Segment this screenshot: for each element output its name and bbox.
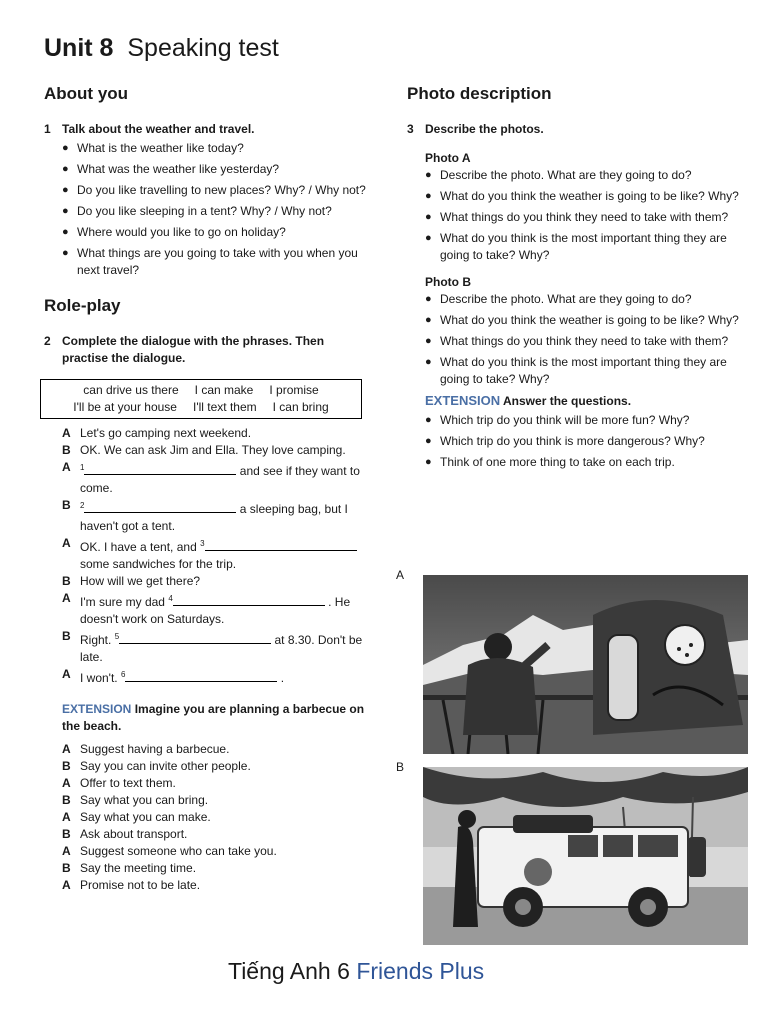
bullet-item: ● Which trip do you think is more dangerous? Why? [425, 434, 705, 448]
phrase: I'll be at your house [73, 400, 177, 414]
speaker-label: A [62, 667, 71, 681]
dialogue-line: A Let's go camping next weekend. [62, 426, 252, 440]
answer-blank[interactable] [84, 501, 236, 513]
blank-number: 4 [168, 594, 173, 603]
bullet-dot-icon: ● [62, 142, 69, 154]
dialogue-line: B Right. $^5$ at 8.30. Don't be late. [62, 629, 363, 664]
speaker-label: A [62, 460, 71, 474]
bullet-dot-icon: ● [425, 456, 432, 468]
speaker-label: A [62, 536, 71, 550]
bullet-item: ● Describe the photo. What are they going to do? [425, 168, 692, 182]
bullet-dot-icon: ● [425, 293, 432, 305]
dialogue-line: A Suggest having a barbecue. [62, 742, 230, 756]
bullet-dot-icon: ● [62, 247, 69, 259]
speaker-label: B [62, 574, 71, 588]
dialogue-line: B $^2$ a sleeping bag, but I haven't got a tent. [62, 498, 348, 533]
left-column [44, 84, 366, 894]
answer-blank[interactable] [205, 539, 357, 551]
photo-extension: EXTENSION Answer the questions. [425, 393, 632, 408]
speaker-label: B [62, 759, 71, 773]
dialogue-line: A I'm sure my dad $^4$ . He doesn't work on Saturdays. [62, 591, 351, 626]
speaker-label: A [62, 742, 71, 756]
unit-subtitle: Speaking test [127, 34, 279, 62]
dialogue-line: A OK. I have a tent, and $^3$ some sandwiches for the trip. [62, 535, 366, 573]
bullet-item: ● What was the weather like yesterday? [62, 162, 280, 176]
speaker-label: B [62, 498, 71, 512]
dialogue-line: A Say what you can make. [62, 810, 211, 824]
bullet-dot-icon: ● [425, 232, 432, 244]
speaker-label: A [62, 591, 71, 605]
speaker-label: B [62, 629, 71, 643]
right-column [407, 84, 747, 475]
speaker-label: B [62, 861, 71, 875]
bullet-dot-icon: ● [62, 163, 69, 175]
question-3: 3 Describe the photos. [407, 122, 544, 136]
dialogue-line: A Suggest someone who can take you. [62, 844, 277, 858]
speaker-label: B [62, 793, 71, 807]
answer-blank[interactable] [84, 463, 236, 475]
phrase-box [40, 379, 362, 419]
dialogue [62, 425, 366, 687]
bullet-dot-icon: ● [62, 184, 69, 196]
extension-tag: EXTENSION [425, 393, 501, 408]
photo-b-label: B [396, 760, 405, 774]
footer-brand: Friends Plus [356, 958, 485, 984]
roleplay-extension: EXTENSION Imagine you are planning a barbecue on the beach. [62, 702, 365, 733]
bullet-item: ● Where would you like to go on holiday? [62, 225, 286, 239]
speaker-label: B [62, 443, 71, 457]
bullet-item: ● What do you think the weather is going to be like? Why? [425, 313, 739, 327]
bullet-dot-icon: ● [425, 169, 432, 181]
dialogue-line: B OK. We can ask Jim and Ella. They love camping. [62, 443, 346, 457]
roleplay-heading: Role-play [44, 296, 121, 315]
dialogue-line: A Offer to text them. [62, 776, 176, 790]
blank-number: 3 [200, 539, 205, 548]
bullet-item: ● What things do you think they need to take with them? [425, 334, 729, 348]
photo-a-bullets [425, 167, 747, 264]
bullet-item: ● What do you think is the most important thing they are going to take? Why? [425, 355, 727, 386]
question-1: 1 Talk about the weather and travel. [44, 122, 255, 136]
photo-a-image [423, 575, 748, 754]
speaker-label: A [62, 426, 71, 440]
photo-a-heading: Photo A [425, 151, 471, 165]
answer-blank[interactable] [173, 594, 325, 606]
bullet-item: ● What things are you going to take with you when you next travel? [62, 246, 358, 277]
unit-number: Unit 8 [44, 34, 114, 62]
footer [228, 958, 484, 985]
photo-a-label: A [396, 568, 405, 582]
bullet-item: ● What do you think the weather is going to be like? Why? [425, 189, 739, 203]
bullet-item: ● What things do you think they need to take with them? [425, 210, 729, 224]
extension-tag: EXTENSION [62, 702, 132, 716]
bullet-item: ● Which trip do you think will be more fun? Why? [425, 413, 690, 427]
bullet-item: ● Do you like sleeping in a tent? Why? / Why not? [62, 204, 332, 218]
extension-list [62, 741, 366, 894]
dialogue-line: A I won't. $^6$ . [62, 667, 285, 685]
speaker-label: A [62, 878, 71, 892]
bullet-dot-icon: ● [425, 335, 432, 347]
blank-number: 5 [114, 632, 120, 641]
about-heading: About you [44, 84, 129, 103]
about-bullet-list [62, 140, 366, 279]
bullet-dot-icon: ● [425, 211, 432, 223]
photo-description-heading: Photo description [407, 84, 552, 103]
photo-b-bullets [425, 291, 747, 388]
bullet-dot-icon: ● [425, 414, 432, 426]
bullet-dot-icon: ● [425, 190, 432, 202]
speaker-label: A [62, 844, 71, 858]
bullet-item: ● What do you think is the most important thing they are going to take? Why? [425, 231, 727, 262]
blank-number: 6 [120, 670, 126, 679]
blank-number: 1 [80, 463, 85, 472]
photo-b-image [423, 767, 748, 945]
bullet-item: ● Do you like travelling to new places? Why? / Why not? [62, 183, 366, 197]
answer-blank[interactable] [125, 670, 277, 682]
speaker-label: B [62, 827, 71, 841]
answer-blank[interactable] [119, 632, 271, 644]
phrase: I promise [269, 383, 319, 397]
speaker-label: A [62, 810, 71, 824]
dialogue-line: B Say the meeting time. [62, 861, 197, 875]
phrase: can drive us there [83, 383, 179, 397]
dialogue-line: B Say you can invite other people. [62, 759, 251, 773]
bullet-item: ● Think of one more thing to take on each trip. [425, 455, 675, 469]
phrase-row [45, 399, 357, 416]
photo-b-heading: Photo B [425, 275, 471, 289]
dialogue-line: B Say what you can bring. [62, 793, 209, 807]
dialogue-line: A $^1$ and see if they want to come. [62, 460, 360, 495]
bullet-dot-icon: ● [425, 314, 432, 326]
phrase-row [45, 382, 357, 399]
phrase: I'll text them [192, 400, 257, 414]
bullet-dot-icon: ● [62, 205, 69, 217]
footer-prefix: Tiếng Anh 6 [228, 958, 350, 984]
bullet-dot-icon: ● [425, 435, 432, 447]
blank-number: 2 [80, 501, 85, 510]
dialogue-line: B Ask about transport. [62, 827, 188, 841]
bullet-item: ● What is the weather like today? [62, 141, 244, 155]
phrase: I can bring [272, 400, 329, 414]
bullet-dot-icon: ● [425, 356, 432, 368]
speaker-label: A [62, 776, 71, 790]
bullet-dot-icon: ● [62, 226, 69, 238]
dialogue-line: A Promise not to be late. [62, 878, 201, 892]
page-title [44, 34, 279, 63]
question-2: 2 Complete the dialogue with the phrases. Then practise the dialogue. [44, 334, 325, 365]
photo-extension-bullets [425, 412, 747, 471]
phrase: I can make [194, 383, 254, 397]
dialogue-line: B How will we get there? [62, 574, 201, 588]
bullet-item: ● Describe the photo. What are they going to do? [425, 292, 692, 306]
